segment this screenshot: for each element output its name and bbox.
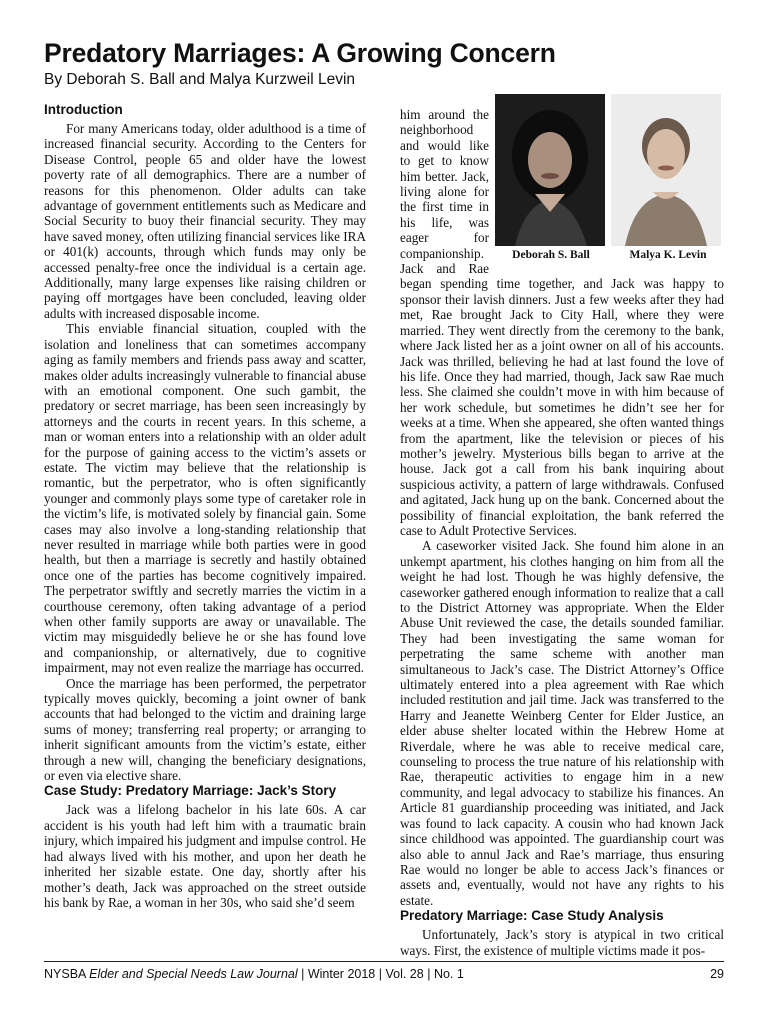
section-heading-analysis: Predatory Marriage: Case Study Analysis — [400, 908, 664, 924]
section-heading-case-study: Case Study: Predatory Marriage: Jack’s Story — [44, 783, 337, 799]
analysis-paragraph-1: Unfortunately, Jack’s story is atypical in two critical ways. First, the existence of multiple victims made it pos- — [400, 927, 724, 958]
footer-citation — [44, 967, 464, 981]
footer-separator: | — [301, 967, 305, 981]
photo-caption-levin: Malya K. Levin — [629, 249, 707, 261]
article-byline: By Deborah S. Ball and Malya Kurzweil Levin — [44, 71, 356, 88]
photo-caption-ball: Deborah S. Ball — [512, 249, 590, 261]
footer-publisher: NYSBA — [44, 967, 86, 981]
left-column — [44, 102, 366, 910]
author-photo-ball — [495, 94, 605, 246]
case-study-paragraph-1-continued: him around the neighborhood and would like to get to know him better. Jack, living alone for the first time in his life, was eager for companionship. Jack and Rae began spending time together, and Jack was happy to sponsor their lavish dinners. Just a few weeks after they had met, Rae brought Jack to City Hall, where they were married. They went directly from the ceremony to the bank, where Jack listed her as a joint owner on all of his accounts. Jack was thrilled, believing he had at last found the love of his life. Once they had married, though, Jack saw Rae much less. She claimed she couldn’t move in with him because of her work schedule, but sometimes he didn’t see her for weeks at a time. When she appeared, she often wanted things from the apartment, like the television or pieces of his mother’s jewelry. Mysterious bills began to arrive at the house. Jack got a call from his bank inquiring about suspicious activity, a pattern of large withdrawals. Confused and agitated, Jack hung up on the bank. Concerned about the possibility of financial exploitation, the bank referred the case to Adult Protective Services. — [400, 107, 724, 538]
footer-number: No. 1 — [433, 967, 464, 981]
footer-rule — [44, 961, 724, 962]
case-study-paragraph-2: A caseworker visited Jack. She found him alone in an unkempt apartment, his clothes hanging on him from all the weight he had lost. Though he was highly defensive, the caseworker gathered enough information to realize that a call to the District Attorney was appropriate. When the Elder Abuse Unit reviewed the case, the details sounded familiar. They had been investigating the same woman for perpetrating the same scheme with another man simultaneous to Jack’s case. The District Attorney’s Office ultimately entered into a plea agreement with Rae which included restitution and jail time. Jack was transferred to the Harry and Jeanette Weinberg Center for Elder Justice, an elder abuse shelter located within the Hebrew Home at Riverdale, where he was able to receive medical care, counseling to process the true nature of his relationship with Rae, therapeutic activities to engage him in a new community, and legal advocacy to stabilize his finances. An Article 81 guardianship proceeding was initiated, and Jack was found to lack capacity. A cousin who had known Jack since childhood was appointed. The guardianship court was also able to annul Jack and Rae’s marriage, thus ensuring Rae would no longer be able to access Jack’s finances or assets and, eventually, would not have any rights to his estate. — [400, 538, 724, 908]
section-heading-introduction: Introduction — [44, 102, 123, 117]
right-column — [400, 107, 724, 958]
page-number: 29 — [710, 967, 724, 981]
footer-volume: Vol. 28 — [385, 967, 424, 981]
author-photo-levin — [611, 94, 721, 246]
author-photos — [495, 94, 727, 262]
footer-journal: Elder and Special Needs Law Journal — [89, 967, 298, 981]
page-footer — [44, 967, 724, 981]
footer-separator: | — [378, 967, 382, 981]
footer-separator: | — [427, 967, 431, 981]
footer-issue-date: Winter 2018 — [307, 967, 376, 981]
intro-paragraph-2: This enviable financial situation, coupled with the isolation and loneliness that can sometimes accompany aging as family members and friends pass away and scatter, makes older adults increasingly vulnerable to financial abuse with an emotional component. One such gambit, the predatory or secret marriage, has been seen increasingly by attorneys and the courts in recent years. In this scheme, a man or woman enters into a relationship with an older adult for the purpose of gaining access to the victim’s assets or estate. The victim may believe that the relationship is romantic, but the perpetrator, who is often significantly younger and commonly plays some type of caretaker role in the victim’s life, is motivated solely by financial gain. Some cases may also involve a long-standing relationship that never resulted in marriage while both parties were in good health, but then a marriage is secretly and hastily obtained once one of the parties has become cognitively impaired. The perpetrator swiftly and secretly marries the victim in a courthouse ceremony, often taking advantage of a period when other family supports are away or unavailable. The victim may misguidedly believe he or she has found love and companionship, or alternatively, due to cognitive impairment, may not even realize the marriage has occurred. — [44, 321, 366, 676]
case-study-paragraph-1-start: Jack was a lifelong bachelor in his late 60s. A car accident is his youth had left him with a traumatic brain injury, which impaired his judgment and impulse control. He had always lived with his mother, and upon her death he inherited her sizable estate. One day, shortly after his mother’s death, Jack was approached on the street outside his bank by Rae, a woman in her 30s, who said she’d seem — [44, 802, 366, 910]
intro-paragraph-3: Once the marriage has been performed, the perpetrator typically moves quickly, becoming a joint owner of bank accounts that had belonged to the victim and draining large sums of money; transferring real property; or arranging to inherit significant amounts from the victim’s estate, either through a new will, changing the beneficiary designations, or even via elective share. — [44, 675, 366, 784]
intro-paragraph-1: For many Americans today, older adulthood is a time of increased financial security. According to the Centers for Disease Control, people 65 and older have the lowest poverty rate of all demographics. There are a number of reasons for this phenomenon. Older adults can take advantage of government entitlements such as Medicare and Social Security to buoy their financial security. They may have saved money, often utilizing financial services like IRA or 401(k) accounts, through which funds may only be accessed penalty-free once the individual is a certain age. Additionally, many large expenses like raising children or paying off mortgages have been concluded, leaving older adults with increased disposable income. — [44, 121, 366, 321]
article-title: Predatory Marriages: A Growing Concern — [44, 38, 556, 68]
